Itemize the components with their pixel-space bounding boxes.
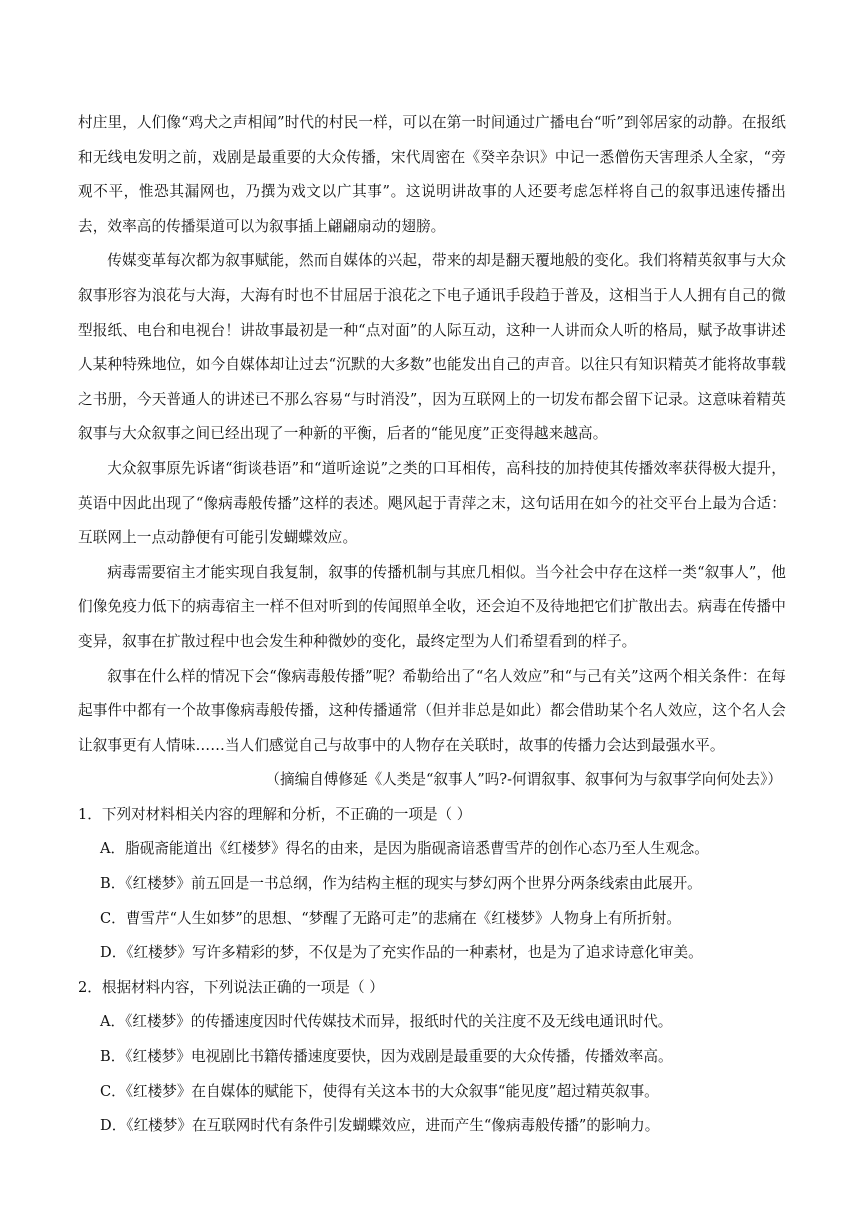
- question-option-c[interactable]: C．《红楼梦》在自媒体的赋能下，使得有关这本书的大众叙事“能见度”超过精英叙事。: [100, 1082, 659, 1100]
- question-stem: 1．下列对材料相关内容的理解和分析，不正确的一项是（ ）: [78, 805, 472, 823]
- question-option-c[interactable]: C．曹雪芹“人生如梦”的思想、“梦醒了无路可走”的悲痛在《红楼梦》人物身上有所折射。: [100, 909, 681, 927]
- question-option-b[interactable]: B．《红楼梦》电视剧比书籍传播速度要快，因为戏剧是最重要的大众传播，传播效率高。: [100, 1048, 673, 1066]
- question-option-d[interactable]: D．《红楼梦》写许多精彩的梦，不仅是为了充实作品的一种素材，也是为了追求诗意化审美。: [100, 944, 703, 962]
- passage-paragraph: 大众叙事原先诉诸“街谈巷语”和“道听途说”之类的口耳相传，高科技的加持使其传播效率获得极大提升，英语中因此出现了“像病毒般传播”这样的表述。飓风起于青萍之末，这句话用在如今的社交平台上最为合适：互联网上一点动静便有可能引发蝴蝶效应。: [78, 459, 786, 547]
- passage: [78, 106, 786, 798]
- passage-paragraph: 村庄里，人们像“鸡犬之声相闻”时代的村民一样，可以在第一时间通过广播电台“听”到邻居家的动静。在报纸和无线电发明之前，戏剧是最重要的大众传播，宋代周密在《癸辛杂识》中记一悉僧伤天害理杀人全家，“旁观不平，惟恐其漏网也，乃撰为戏文以广其事”。这说明讲故事的人还要考虑怎样将自己的叙事迅速传播出去，效率高的传播渠道可以为叙事插上翩翩扇动的翅膀。: [78, 114, 786, 235]
- question-2: [78, 971, 786, 1144]
- question-1: [78, 798, 786, 971]
- question-stem: 2．根据材料内容，下列说法正确的一项是（ ）: [78, 978, 384, 996]
- passage-paragraph: 病毒需要宿主才能实现自我复制，叙事的传播机制与其庶几相似。当今社会中存在这样一类“叙事人”，他们像免疫力低下的病毒宿主一样不但对听到的传闻照单全收，还会迫不及待地把它们扩散出去。病毒在传播中变异，叙事在扩散过程中也会发生种种微妙的变化，最终定型为人们希望看到的样子。: [78, 563, 786, 650]
- passage-paragraph: 叙事在什么样的情况下会“像病毒般传播”呢？希勒给出了“名人效应”和“与己有关”这两个相关条件：在每起事件中都有一个故事像病毒般传播，这种传播通常（但并非总是如此）都会借助某个名人效应，这个名人会让叙事更有人情味……当人们感觉自己与故事中的人物存在关联时，故事的传播力会达到最强水平。: [78, 667, 786, 754]
- passage-source: （摘编自傅修延《人类是“叙事人”吗?-何谓叙事、叙事何为与叙事学向何处去》）: [265, 771, 782, 789]
- question-option-a[interactable]: A．脂砚斋能道出《红楼梦》得名的由来，是因为脂砚斋谙悉曹雪芹的创作心态乃至人生观念。: [100, 840, 709, 858]
- passage-paragraph: 传媒变革每次都为叙事赋能，然而自媒体的兴起，带来的却是翻天覆地般的变化。我们将精英叙事与大众叙事形容为浪花与大海，大海有时也不甘屈居于浪花之下电子通讯手段趋于普及，这相当于人人拥有自己的微型报纸、电台和电视台！讲故事最初是一种“点对面”的人际互动，这种一人讲而众人听的格局，赋予故事讲述人某种特殊地位，如今自媒体却让过去“沉默的大多数”也能发出自己的声音。以往只有知识精英才能将故事载之书册，今天普通人的讲述已不那么容易“与时消没”，因为互联网上的一切发布都会留下记录。这意味着精英叙事与大众叙事之间已经出现了一种新的平衡，后者的“能见度”正变得越来越高。: [78, 252, 786, 443]
- question-option-b[interactable]: B．《红楼梦》前五回是一书总纲，作为结构主框的现实与梦幻两个世界分两条线索由此展开。: [100, 875, 702, 893]
- question-option-d[interactable]: D．《红楼梦》在互联网时代有条件引发蝴蝶效应，进而产生“像病毒般传播”的影响力。: [100, 1117, 660, 1135]
- document-page: [78, 106, 786, 1144]
- question-option-a[interactable]: A．《红楼梦》的传播速度因时代传媒技术而异，报纸时代的关注度不及无线电通讯时代。: [100, 1013, 673, 1031]
